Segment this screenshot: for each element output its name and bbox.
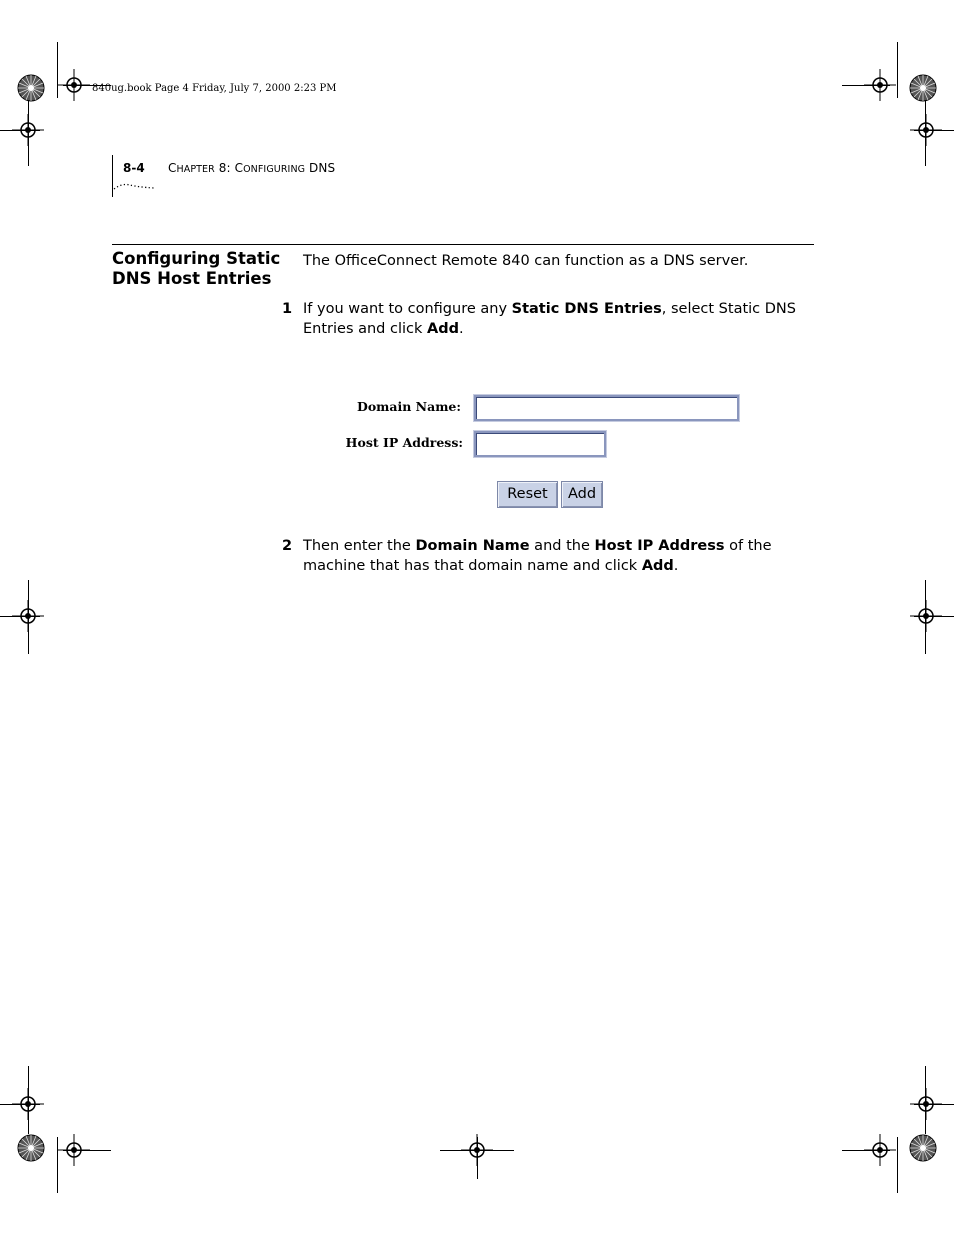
chapter-word-small-caps: ONFIGURING — [243, 164, 306, 175]
crop-line — [914, 616, 954, 617]
registration-mark-icon — [908, 73, 938, 103]
crop-line — [0, 616, 40, 617]
crop-line — [842, 1150, 890, 1151]
crop-line — [897, 42, 898, 98]
chapter-prefix: C — [168, 161, 177, 175]
registration-mark-icon — [16, 73, 46, 103]
crop-line — [925, 1066, 926, 1134]
domain-name-label: Domain Name: — [356, 399, 461, 414]
chapter-title — [168, 161, 335, 175]
crop-line — [897, 1137, 898, 1193]
crop-line — [57, 1137, 58, 1193]
step-text: Then enter the Domain Name and the Host IP Address of the machine that has that domain name and click Add. — [303, 538, 772, 574]
chapter-tail: DNS — [309, 161, 336, 175]
section-rule — [112, 244, 814, 245]
crop-line — [0, 130, 40, 131]
crop-line — [28, 580, 29, 654]
add-button[interactable]: Add — [561, 481, 603, 508]
crop-line — [842, 85, 890, 86]
crop-line — [925, 580, 926, 654]
host-ip-label: Host IP Address: — [345, 435, 463, 450]
step-text: If you want to configure any Static DNS Entries, select Static DNS Entries and click Add. — [303, 301, 796, 337]
step-number: 2 — [282, 538, 293, 554]
crop-line — [0, 1104, 40, 1105]
chapter-small-caps: HAPTER — [176, 164, 215, 175]
book-info-slug: 840ug.book Page 4 Friday, July 7, 2000 2:23 PM — [92, 83, 337, 94]
intro-paragraph: The OfficeConnect Remote 840 can function as a DNS server. — [303, 253, 749, 269]
registration-mark-icon — [16, 1133, 46, 1163]
crop-line — [28, 1066, 29, 1134]
page-number: 8-4 — [123, 161, 145, 175]
crop-line — [477, 1137, 478, 1179]
crop-line — [63, 1150, 111, 1151]
registration-mark-icon — [908, 1133, 938, 1163]
chapter-number: 8: C — [218, 161, 244, 175]
domain-name-input[interactable] — [474, 395, 739, 421]
host-ip-input[interactable] — [474, 431, 606, 457]
crop-line — [925, 100, 926, 166]
crop-line — [57, 42, 58, 98]
crop-line — [440, 1150, 514, 1151]
reset-button[interactable]: Reset — [497, 481, 558, 508]
crop-line — [914, 130, 954, 131]
section-heading: Configuring Static DNS Host Entries — [112, 249, 281, 288]
crop-line — [28, 100, 29, 166]
crop-line — [914, 1104, 954, 1105]
step-number: 1 — [282, 301, 293, 317]
